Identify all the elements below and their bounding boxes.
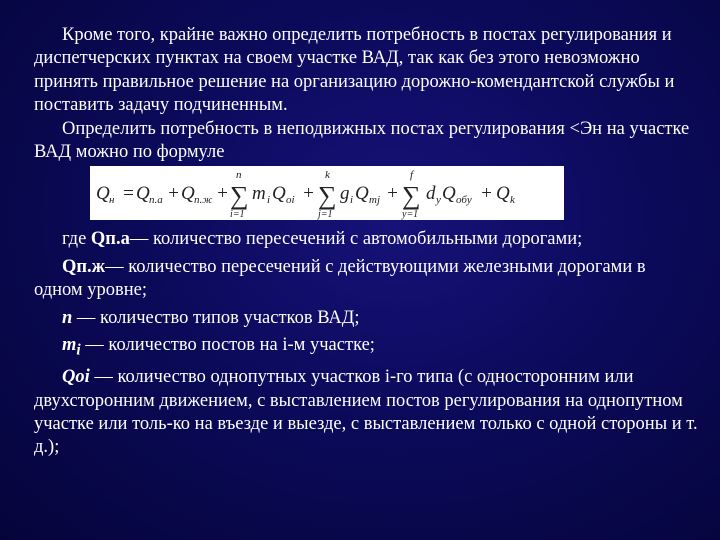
formula-lhs: Q (96, 183, 110, 205)
formula-sum1-q: Q (272, 183, 286, 205)
formula-plus-3: + (302, 183, 315, 205)
formula-sum1-m: m (252, 183, 266, 205)
definition-qpzh (34, 256, 698, 303)
definition-qoi (34, 366, 698, 460)
formula-sum3-d: d (426, 183, 436, 205)
formula-sum1-upper: n (236, 169, 242, 182)
formula-sum3-sigma: ∑ (402, 181, 421, 211)
formula-svg (90, 166, 564, 220)
paragraph-formula-intro: Определить потребность в неподвижных постах регулирования <Эн на участке ВАД можно по формуле (34, 118, 690, 163)
definition-n-text: — количество типов участков ВАД; (72, 307, 360, 328)
paragraph-intro: Кроме того, крайне важно определить потребность в постах регулирования и диспетчерских пунктах на своем участке ВАД, так как без этого невозможно принять правильное решение на организацию дорожно-комендантской службы и поставить задачу подчиненным. (34, 25, 675, 116)
definition-qpzh-text: — количество пересечений с действующими железными дорогами в одном уровне; (34, 256, 646, 301)
definition-n (34, 307, 698, 330)
formula-sum3-upper: f (410, 169, 414, 182)
slide-text (34, 24, 698, 460)
formula-term-qpa-sub: п.а (149, 194, 163, 207)
formula-term-qpzh: Q (181, 183, 195, 205)
formula-plus-1: + (167, 183, 180, 205)
formula-plus-2: + (216, 183, 229, 205)
formula-lhs-sub: н (109, 194, 115, 207)
formula-plus-4: + (386, 183, 399, 205)
definition-qpa-prefix: где (62, 229, 91, 250)
formula-sum3-q-sub: обy (456, 194, 472, 207)
formula-box (90, 166, 564, 220)
formula-sum1-q-sub: oi (286, 194, 295, 207)
formula-sum3-d-sub: y (436, 194, 441, 207)
formula-sum2-upper: k (325, 169, 330, 182)
formula-term-qk: Q (496, 183, 510, 205)
definition-mi-term: m (62, 335, 77, 356)
definition-qoi-text: — количество однопутных участков i-го типа (с односторонним или двухсторонним движением, с выставлением постов регулирования на однопутном участке или толь-ко на въезде и выезде, с выставлением только с одной стороны и т. д.); (34, 367, 698, 458)
formula-term-qpzh-sub: п.ж (194, 194, 213, 207)
formula-plus-5: + (480, 183, 493, 205)
formula-sum1-m-sub: i (267, 194, 271, 207)
definition-qpa-term: Qп.а (90, 229, 130, 250)
formula-sum2-q-sub: mj (369, 194, 380, 207)
formula-sum2-g-sub: i (350, 194, 354, 207)
formula-equals: = (122, 183, 135, 205)
formula-sum3-q: Q (442, 183, 456, 205)
formula-term-qk-sub: k (510, 194, 515, 207)
definition-mi-term-sub: i (76, 341, 81, 359)
definition-mi-text: — количество постов на i-м участке; (80, 335, 375, 356)
definition-mi (34, 334, 698, 362)
formula-sum3-lower: y=1 (402, 209, 419, 221)
definition-qpa (34, 228, 698, 251)
definition-qpa-text: — количество пересечений с автомобильными дорогами; (129, 229, 583, 250)
formula-sum1-sigma: ∑ (230, 181, 249, 211)
formula-container (34, 166, 698, 222)
formula-term-qpa: Q (136, 183, 150, 205)
definition-n-term: n (62, 307, 73, 328)
formula-sum2-q: Q (355, 183, 369, 205)
formula-sum2-g: g (340, 183, 350, 205)
definition-qpzh-term: Qп.ж (62, 256, 106, 277)
definition-qoi-term: Qoi (62, 367, 90, 388)
formula-sum2-lower: j=1 (318, 209, 333, 221)
formula-sum1-lower: i=1 (230, 209, 245, 221)
formula-sum2-sigma: ∑ (318, 181, 337, 211)
